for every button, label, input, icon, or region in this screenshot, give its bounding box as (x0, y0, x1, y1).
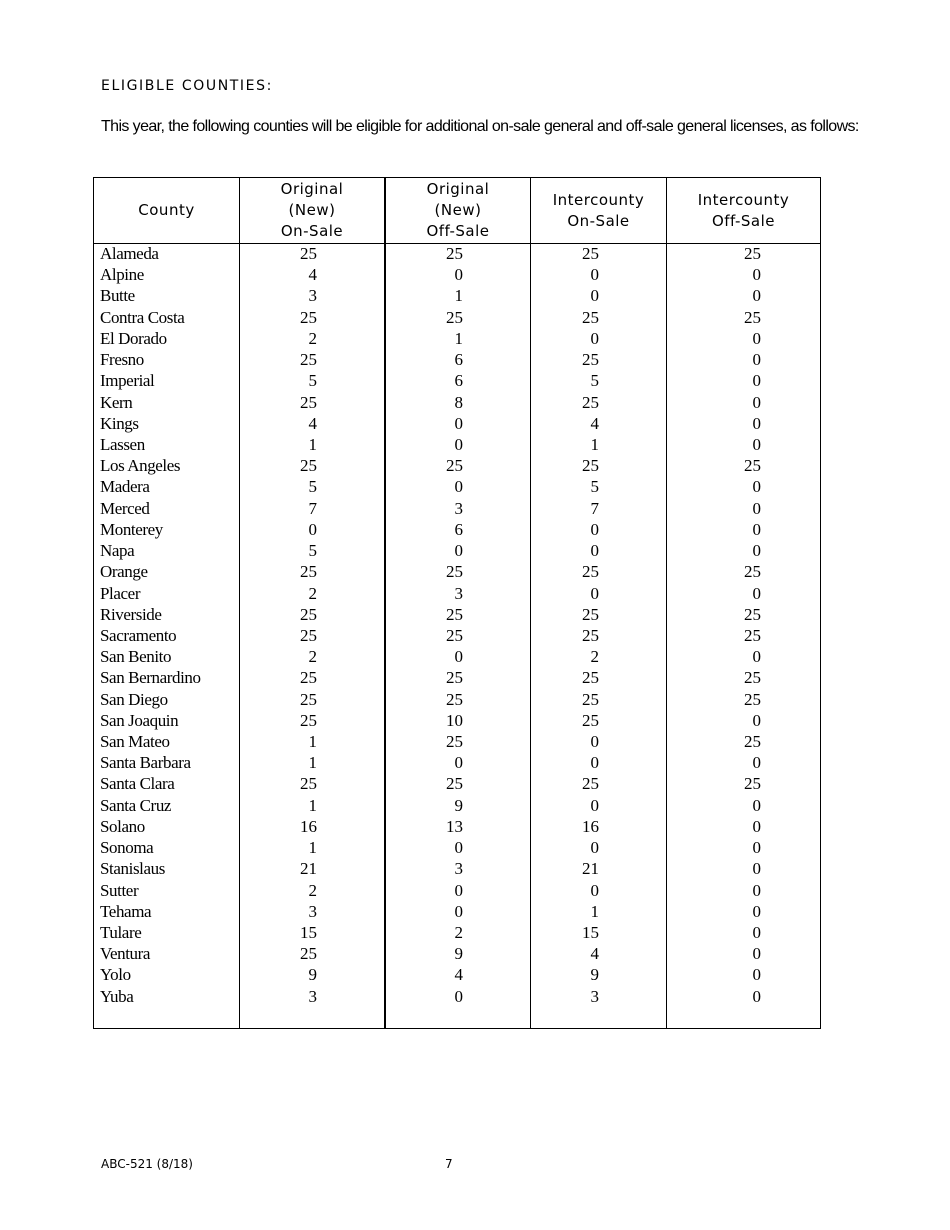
original-off-sale-cell: 25 (446, 668, 463, 688)
intercounty-off-sale-cell: 0 (752, 434, 761, 454)
intercounty-on-sale-cell: 25 (582, 456, 599, 476)
original-on-sale-cell: 25 (300, 625, 317, 645)
intercounty-on-sale-cell: 25 (582, 307, 599, 327)
eligible-counties-table (93, 177, 821, 1029)
original-off-sale-cell: 25 (446, 732, 463, 752)
intercounty-off-sale-cell: 25 (744, 456, 761, 476)
intercounty-off-sale-cell: 0 (752, 477, 761, 497)
intercounty-on-sale-cell: 1 (590, 434, 599, 454)
intercounty-on-sale-cell: 0 (590, 838, 599, 858)
header-original-off-sale (386, 178, 530, 243)
header-line: Original (280, 180, 344, 198)
table-row (94, 456, 822, 477)
intercounty-off-sale-cell: 25 (744, 774, 761, 794)
county-cell: Alameda (100, 244, 159, 263)
intercounty-on-sale-cell: 5 (590, 477, 599, 497)
table-row (94, 584, 822, 605)
header-original-on-sale (240, 178, 384, 243)
header-intercounty-off-sale (667, 178, 820, 243)
intercounty-off-sale-cell: 25 (744, 625, 761, 645)
county-cell: Los Angeles (100, 456, 181, 476)
original-off-sale-cell: 0 (454, 838, 463, 858)
original-off-sale-cell: 3 (454, 498, 463, 518)
original-on-sale-cell: 25 (300, 456, 317, 476)
table-row (94, 286, 822, 307)
original-off-sale-cell: 0 (454, 880, 463, 900)
original-off-sale-cell: 9 (454, 795, 463, 815)
intercounty-on-sale-cell: 21 (582, 859, 599, 879)
original-on-sale-cell: 3 (308, 286, 317, 306)
table-row (94, 520, 822, 541)
original-on-sale-cell: 25 (300, 562, 317, 582)
header-line: (New) (288, 201, 336, 219)
table-row (94, 902, 822, 923)
intercounty-off-sale-cell: 25 (744, 732, 761, 752)
intercounty-off-sale-cell: 0 (752, 795, 761, 815)
original-off-sale-cell: 10 (446, 710, 463, 730)
original-on-sale-cell: 25 (300, 710, 317, 730)
intercounty-on-sale-cell: 4 (590, 413, 599, 433)
original-on-sale-cell: 4 (308, 413, 317, 433)
original-on-sale-cell: 1 (308, 753, 317, 773)
original-on-sale-cell: 1 (308, 838, 317, 858)
original-on-sale-cell: 25 (300, 307, 317, 327)
original-off-sale-cell: 25 (446, 562, 463, 582)
intercounty-on-sale-cell: 0 (590, 880, 599, 900)
county-cell: Alpine (100, 265, 144, 285)
county-cell: Solano (100, 816, 145, 836)
intercounty-off-sale-cell: 0 (752, 710, 761, 730)
original-on-sale-cell: 15 (300, 923, 317, 942)
intercounty-on-sale-cell: 25 (582, 244, 599, 263)
original-on-sale-cell: 2 (308, 880, 317, 900)
intro-paragraph: This year, the following counties will be eligible for additional on-sale general and off-sale general licenses, as follows: (101, 118, 859, 135)
original-off-sale-cell: 0 (454, 434, 463, 454)
intercounty-on-sale-cell: 1 (590, 901, 599, 921)
intercounty-on-sale-cell: 25 (582, 774, 599, 794)
county-cell: Monterey (100, 519, 163, 539)
county-cell: Napa (100, 541, 135, 561)
original-on-sale-cell: 25 (300, 244, 317, 263)
original-on-sale-cell: 25 (300, 668, 317, 688)
county-cell: San Benito (100, 647, 172, 667)
original-on-sale-cell: 2 (308, 647, 317, 667)
table-row (94, 435, 822, 456)
county-cell: Kern (100, 392, 133, 412)
original-off-sale-cell: 25 (446, 689, 463, 709)
intercounty-off-sale-cell: 0 (752, 859, 761, 879)
intercounty-on-sale-cell: 0 (590, 265, 599, 285)
original-off-sale-cell: 13 (446, 816, 463, 836)
original-on-sale-cell: 16 (300, 816, 317, 836)
intercounty-off-sale-cell: 0 (752, 328, 761, 348)
original-off-sale-cell: 25 (446, 774, 463, 794)
intercounty-off-sale-cell: 0 (752, 965, 761, 985)
intercounty-off-sale-cell: 0 (752, 901, 761, 921)
original-off-sale-cell: 25 (446, 244, 463, 263)
intercounty-off-sale-cell: 0 (752, 350, 761, 370)
county-cell: Santa Barbara (100, 753, 191, 773)
intercounty-off-sale-cell: 0 (752, 413, 761, 433)
intercounty-off-sale-cell: 25 (744, 689, 761, 709)
original-on-sale-cell: 5 (308, 371, 317, 391)
county-cell: San Mateo (100, 732, 170, 752)
table-row (94, 647, 822, 668)
intercounty-on-sale-cell: 25 (582, 625, 599, 645)
table-row (94, 541, 822, 562)
original-on-sale-cell: 2 (308, 328, 317, 348)
header-line: Original (426, 180, 490, 198)
intercounty-off-sale-cell: 0 (752, 286, 761, 306)
header-line: (New) (434, 201, 482, 219)
intercounty-on-sale-cell: 2 (590, 647, 599, 667)
table-row (94, 838, 822, 859)
county-cell: Tulare (100, 923, 142, 942)
original-on-sale-cell: 25 (300, 392, 317, 412)
table-row (94, 562, 822, 583)
intercounty-on-sale-cell: 0 (590, 286, 599, 306)
original-off-sale-cell: 9 (454, 944, 463, 964)
table-body (94, 244, 822, 1008)
original-off-sale-cell: 1 (454, 286, 463, 306)
county-cell: San Diego (100, 689, 168, 709)
intercounty-on-sale-cell: 5 (590, 371, 599, 391)
intercounty-off-sale-cell: 25 (744, 668, 761, 688)
header-county (94, 178, 239, 243)
intercounty-off-sale-cell: 25 (744, 604, 761, 624)
intercounty-off-sale-cell: 0 (752, 519, 761, 539)
intercounty-off-sale-cell: 0 (752, 541, 761, 561)
county-cell: Fresno (100, 350, 144, 370)
original-off-sale-cell: 6 (454, 519, 463, 539)
intercounty-on-sale-cell: 0 (590, 795, 599, 815)
intercounty-on-sale-cell: 25 (582, 604, 599, 624)
header-line: On-Sale (567, 211, 630, 230)
table-row (94, 308, 822, 329)
table-row (94, 987, 822, 1008)
original-on-sale-cell: 0 (308, 519, 317, 539)
original-on-sale-cell: 1 (308, 434, 317, 454)
original-on-sale-cell: 25 (300, 944, 317, 964)
original-on-sale-cell: 7 (308, 498, 317, 518)
original-on-sale-cell: 4 (308, 265, 317, 285)
table-row (94, 605, 822, 626)
intercounty-on-sale-cell: 15 (582, 923, 599, 942)
header-line: Off-Sale (711, 211, 776, 230)
intercounty-off-sale-cell: 0 (752, 392, 761, 412)
original-off-sale-cell: 3 (454, 859, 463, 879)
header-line: Off-Sale (426, 222, 490, 240)
table-row (94, 965, 822, 986)
section-heading: ELIGIBLE COUNTIES: (101, 78, 273, 94)
table-row (94, 414, 822, 435)
intercounty-off-sale-cell: 25 (744, 307, 761, 327)
original-on-sale-cell: 25 (300, 604, 317, 624)
table-row (94, 711, 822, 732)
intercounty-off-sale-cell: 0 (752, 944, 761, 964)
county-cell: Sutter (100, 880, 139, 900)
county-cell: Placer (100, 583, 141, 603)
county-cell: Kings (100, 413, 139, 433)
intercounty-on-sale-cell: 25 (582, 562, 599, 582)
intercounty-off-sale-cell: 0 (752, 753, 761, 773)
original-off-sale-cell: 3 (454, 583, 463, 603)
header-line: County (138, 201, 195, 219)
county-cell: Yuba (100, 986, 134, 1006)
intercounty-on-sale-cell: 9 (590, 965, 599, 985)
county-cell: Santa Clara (100, 774, 175, 794)
county-cell: Imperial (100, 371, 155, 391)
table-row (94, 626, 822, 647)
county-cell: San Bernardino (100, 668, 201, 688)
original-off-sale-cell: 25 (446, 307, 463, 327)
table-row (94, 732, 822, 753)
original-off-sale-cell: 2 (454, 923, 463, 942)
intercounty-on-sale-cell: 0 (590, 328, 599, 348)
intercounty-on-sale-cell: 0 (590, 583, 599, 603)
table-row (94, 244, 822, 265)
original-off-sale-cell: 0 (454, 265, 463, 285)
table-row (94, 944, 822, 965)
original-off-sale-cell: 1 (454, 328, 463, 348)
intercounty-off-sale-cell: 0 (752, 265, 761, 285)
intercounty-on-sale-cell: 3 (590, 986, 599, 1006)
table-row (94, 350, 822, 371)
header-line: Intercounty (552, 190, 645, 209)
original-off-sale-cell: 6 (454, 371, 463, 391)
table-row (94, 477, 822, 498)
county-cell: Sacramento (100, 625, 177, 645)
table-row (94, 796, 822, 817)
original-off-sale-cell: 6 (454, 350, 463, 370)
county-cell: Lassen (100, 434, 145, 454)
table-row (94, 668, 822, 689)
original-off-sale-cell: 25 (446, 625, 463, 645)
original-off-sale-cell: 0 (454, 647, 463, 667)
original-on-sale-cell: 1 (308, 732, 317, 752)
original-on-sale-cell: 21 (300, 859, 317, 879)
form-id: ABC-521 (8/18) (101, 1157, 193, 1171)
original-on-sale-cell: 25 (300, 774, 317, 794)
original-on-sale-cell: 3 (308, 901, 317, 921)
original-on-sale-cell: 5 (308, 477, 317, 497)
intercounty-off-sale-cell: 25 (744, 562, 761, 582)
intercounty-off-sale-cell: 0 (752, 838, 761, 858)
intercounty-off-sale-cell: 0 (752, 371, 761, 391)
original-off-sale-cell: 25 (446, 456, 463, 476)
intercounty-on-sale-cell: 0 (590, 541, 599, 561)
header-intercounty-on-sale (531, 178, 666, 243)
original-on-sale-cell: 1 (308, 795, 317, 815)
intercounty-off-sale-cell: 0 (752, 880, 761, 900)
original-on-sale-cell: 2 (308, 583, 317, 603)
table-row (94, 817, 822, 838)
page-number: 7 (445, 1157, 453, 1171)
intercounty-on-sale-cell: 25 (582, 392, 599, 412)
county-cell: Madera (100, 477, 150, 497)
original-off-sale-cell: 0 (454, 413, 463, 433)
intercounty-on-sale-cell: 0 (590, 753, 599, 773)
table-row (94, 265, 822, 286)
original-off-sale-cell: 0 (454, 901, 463, 921)
intercounty-on-sale-cell: 25 (582, 350, 599, 370)
original-on-sale-cell: 5 (308, 541, 317, 561)
intercounty-off-sale-cell: 0 (752, 498, 761, 518)
original-on-sale-cell: 25 (300, 689, 317, 709)
county-cell: Ventura (100, 944, 151, 964)
county-cell: Tehama (100, 901, 152, 921)
table-row (94, 393, 822, 414)
county-cell: El Dorado (100, 328, 167, 348)
original-off-sale-cell: 0 (454, 986, 463, 1006)
county-cell: Santa Cruz (100, 795, 172, 815)
intercounty-on-sale-cell: 0 (590, 519, 599, 539)
table-row (94, 923, 822, 944)
original-on-sale-cell: 3 (308, 986, 317, 1006)
table-row (94, 690, 822, 711)
intercounty-on-sale-cell: 25 (582, 668, 599, 688)
county-cell: Contra Costa (100, 307, 185, 327)
table-row (94, 329, 822, 350)
intercounty-on-sale-cell: 0 (590, 732, 599, 752)
original-off-sale-cell: 4 (454, 965, 463, 985)
intercounty-off-sale-cell: 0 (752, 583, 761, 603)
table-row (94, 371, 822, 392)
intercounty-on-sale-cell: 25 (582, 710, 599, 730)
intercounty-on-sale-cell: 7 (590, 498, 599, 518)
original-off-sale-cell: 8 (454, 392, 463, 412)
original-off-sale-cell: 0 (454, 477, 463, 497)
intercounty-on-sale-cell: 25 (582, 689, 599, 709)
table-row (94, 499, 822, 520)
original-off-sale-cell: 25 (446, 604, 463, 624)
table-row (94, 881, 822, 902)
table-row (94, 859, 822, 880)
original-on-sale-cell: 25 (300, 350, 317, 370)
county-cell: Yolo (100, 965, 131, 985)
county-cell: San Joaquin (100, 710, 179, 730)
original-off-sale-cell: 0 (454, 541, 463, 561)
intercounty-off-sale-cell: 0 (752, 986, 761, 1006)
intercounty-off-sale-cell: 25 (744, 244, 761, 263)
table-row (94, 753, 822, 774)
header-line: Intercounty (697, 190, 790, 209)
intercounty-off-sale-cell: 0 (752, 923, 761, 942)
intercounty-off-sale-cell: 0 (752, 647, 761, 667)
county-cell: Butte (100, 286, 135, 306)
county-cell: Orange (100, 562, 148, 582)
header-line: On-Sale (280, 222, 344, 240)
county-cell: Sonoma (100, 838, 154, 858)
original-off-sale-cell: 0 (454, 753, 463, 773)
intercounty-on-sale-cell: 16 (582, 816, 599, 836)
county-cell: Stanislaus (100, 859, 165, 879)
intercounty-on-sale-cell: 4 (590, 944, 599, 964)
intercounty-off-sale-cell: 0 (752, 816, 761, 836)
table-row (94, 774, 822, 795)
original-on-sale-cell: 9 (308, 965, 317, 985)
county-cell: Riverside (100, 604, 162, 624)
county-cell: Merced (100, 498, 150, 518)
